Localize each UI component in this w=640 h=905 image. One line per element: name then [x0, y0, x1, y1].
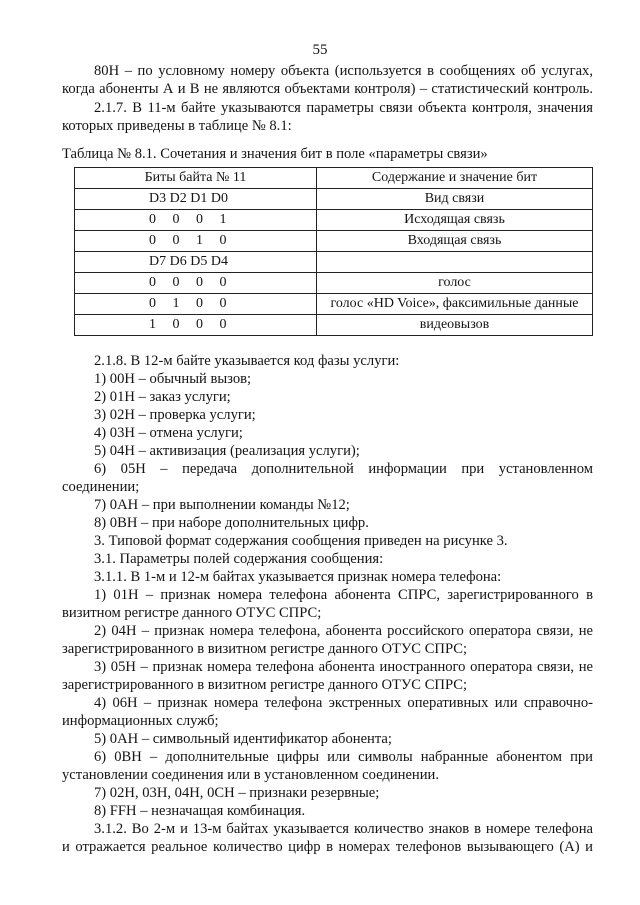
list-item: 1) 00H – обычный вызов; [94, 371, 252, 387]
table-cell-bits: 0 0 0 1 [75, 210, 317, 231]
table-cell-value [317, 252, 593, 273]
paragraph-line: визитном регистре данного ОТУС СПРС; [62, 605, 322, 621]
table-cell-bits: 0 1 0 0 [75, 294, 317, 315]
table-cell-value: Входящая связь [317, 231, 593, 252]
table-cell-value: видеовызов [317, 315, 593, 336]
table-header-cell: Содержание и значение бит [317, 168, 593, 189]
paragraph-line: зарегистрированного в визитном регистре данного ОТУС СПРС; [62, 641, 468, 657]
table-header-cell: Биты байта № 11 [75, 168, 317, 189]
table-cell-bits: D3 D2 D1 D0 [75, 189, 317, 210]
paragraph-line: 5) 0AH – символьный идентификатор абонента; [94, 731, 392, 747]
paragraph-line: когда абоненты А и В не являются объектами контроля) – статистический контроль. [62, 81, 593, 97]
table-row [75, 210, 593, 231]
paragraph-line: 3.1. Параметры полей содержания сообщения: [94, 551, 384, 567]
list-item: 4) 03H – отмена услуги; [94, 425, 243, 441]
table-row [75, 252, 593, 273]
table-header-row [75, 168, 593, 189]
paragraph-line: информационных служб; [62, 713, 219, 729]
table-row [75, 294, 593, 315]
paragraph-line: и отражается реальное количество цифр в номерах телефонов вызывающего (А) и [62, 839, 593, 855]
paragraph-line: 1) 01H – признак номера телефона абонента СПРС, зарегистрированного в [94, 587, 593, 603]
paragraph-line: 7) 02H, 03H, 04H, 0CH – признаки резервные; [94, 785, 380, 801]
paragraph-line: 2) 04H – признак номера телефона, абонента российского оператора связи, не [94, 623, 593, 639]
table-cell-value: Исходящая связь [317, 210, 593, 231]
table-cell-bits: 1 0 0 0 [75, 315, 317, 336]
table-row [75, 315, 593, 336]
table-row [75, 273, 593, 294]
table-row [75, 189, 593, 210]
paragraph-line: 3.1.1. В 1-м и 12-м байтах указывается признак номера телефона: [94, 569, 502, 585]
paragraph-line: которых приведены в таблице № 8.1: [62, 118, 292, 134]
paragraph-line: 4) 06H – признак номера телефона экстренных оперативных или справочно- [94, 695, 593, 711]
list-item: 2) 01H – заказ услуги; [94, 389, 231, 405]
table-cell-value: голос [317, 273, 593, 294]
table-cell-bits: 0 0 1 0 [75, 231, 317, 252]
paragraph-line: зарегистрированного в визитном регистре данного ОТУС СПРС; [62, 677, 468, 693]
paragraph-line: 2.1.8. В 12-м байте указывается код фазы услуги: [94, 353, 400, 369]
paragraph-line: 80Н – по условному номеру объекта (используется в сообщениях об услугах, [94, 63, 593, 79]
list-item: 5) 04H – активизация (реализация услуги); [94, 443, 360, 459]
table-cell-value: голос «HD Voice», факсимильные данные [317, 294, 593, 315]
table-cell-bits: D7 D6 D5 D4 [75, 252, 317, 273]
paragraph-line: 3. Типовой формат содержания сообщения приведен на рисунке 3. [94, 533, 508, 549]
paragraph-line: 6) 0BH – дополнительные цифры или символы набранные абонентом при [94, 749, 593, 765]
list-item: 8) 0BH – при наборе дополнительных цифр. [94, 515, 369, 531]
list-item: соединении; [62, 479, 140, 495]
paragraph-line: 2.1.7. В 11-м байте указываются параметры связи объекта контроля, значения [94, 100, 593, 116]
list-item: 3) 02H – проверка услуги; [94, 407, 256, 423]
paragraph-line: 8) FFH – незначащая комбинация. [94, 803, 306, 819]
table-cell-value: Вид связи [317, 189, 593, 210]
paragraph-line: установлении соединения или в установленном соединении. [62, 767, 440, 783]
table-cell-bits: 0 0 0 0 [75, 273, 317, 294]
page-number: 55 [312, 42, 328, 58]
bits-table [74, 167, 593, 336]
list-item: 6) 05H – передача дополнительной информации при установленном [94, 461, 593, 477]
table-row [75, 231, 593, 252]
paragraph-line: 3.1.2. Во 2-м и 13-м байтах указывается количество знаков в номере телефона [94, 821, 593, 837]
paragraph-line: 3) 05H – признак номера телефона абонента иностранного оператора связи, не [94, 659, 593, 675]
list-item: 7) 0AH – при выполнении команды №12; [94, 497, 350, 513]
table-caption: Таблица № 8.1. Сочетания и значения бит в поле «параметры связи» [62, 146, 488, 162]
